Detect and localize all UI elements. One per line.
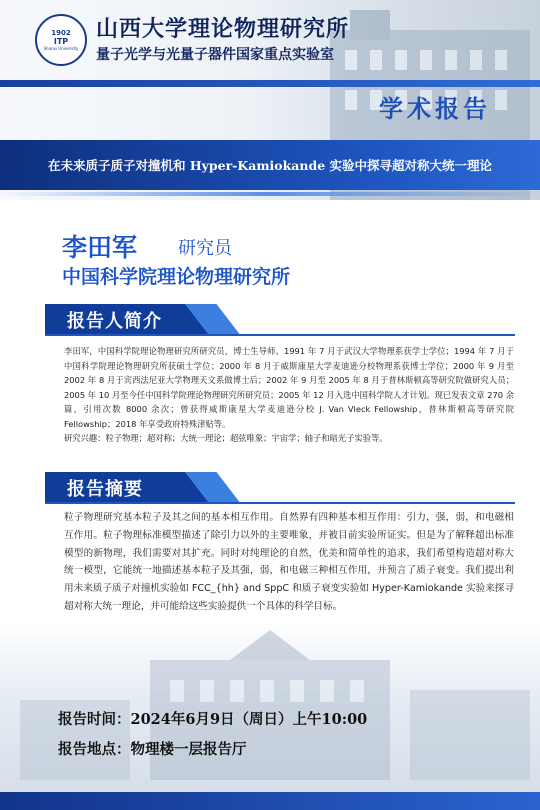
lab-name: 量子光学与光量子器件国家重点实验室 (96, 47, 334, 63)
poster-header (0, 0, 540, 200)
logo-year: 1902 (51, 29, 71, 37)
logo-abbr: ITP (53, 37, 69, 46)
logo-subtitle: Shanxi University (43, 46, 79, 51)
abstract-section-header (45, 472, 255, 504)
abstract-heading: 报告摘要 (67, 479, 143, 500)
institute-name: 山西大学理论物理研究所 (96, 16, 350, 42)
talk-title: 在未来质子质子对撞机和 Hyper-Kamiokande 实验中探寻超对称大统一理论 (47, 158, 493, 173)
abstract-divider (45, 502, 515, 504)
header-divider (0, 80, 540, 87)
speaker-organization: 中国科学院理论物理研究所 (62, 266, 291, 288)
event-place: 报告地点：物理楼一层报告厅 (58, 741, 247, 758)
abstract-text: 粒子物理研究基本粒子及其之间的基本相互作用。自然界有四种基本相互作用：引力，强，弱，和电磁相互作用。粒子物理标准模型描述了除引力以外的主要唯象，并被目前实验所证实。但是为了解释超出标准模型的新物理，我们需要对其扩充。同时对纯理论的自然，优美和简单性的追求，我们希望构造超对称大统一模型，它能统一地描述基本粒子及其强，弱，和电磁三种相互作用，并预言了质子衰变。我们提出利用未来质子质子对撞机实验如 FCC_{hh} and SppC 和质子衰变实验如 Hyper-Kamiokande 实验来探寻超对称大统一理论，并可能给这些实验提供一个具体的科学目标。 (64, 512, 514, 612)
bio-text: 李田军，中国科学院理论物理研究所研究员，博士生导师。1991 年 7 月于武汉大学物理系获学士学位；1994 年 7 月于中国科学院理论物理研究所获硕士学位；2000 年 8 月于威斯康星大学麦迪逊分校物理系获博士学位；2000 年 9 月至 2002 年 8 月于宾西法尼亚大学物理天文系做博士后；2002 年 9 月至 2005 年 8 月于普林斯顿高等研究院做研究人员；2005 年 10 月至今任中国科学院理论物理研究所研究员；2005 年 12 月入选中国科学院人才计划。现已发表文章 270 余篇，引用次数 8000 余次；曾获得威斯康星大学麦迪逊分校 J. Van Vleck Fellowship，普林斯顿高等研究院 Fellowship；2018 年享受政府特殊津贴等。 研究兴趣：粒子物理；超对称；大统一理论；超弦唯象；宇宙学；轴子和暗光子实验等。 (64, 346, 514, 443)
speaker-title: 研究员 (178, 238, 232, 259)
footer-strip (0, 792, 540, 810)
bio-heading: 报告人简介 (67, 311, 162, 332)
bio-section-header (45, 304, 255, 336)
speaker-name: 李田军 (62, 233, 138, 262)
bio-divider (45, 334, 515, 336)
university-logo (35, 14, 87, 66)
talk-title-band (0, 140, 540, 190)
event-time: 报告时间：2024年6月9日（周日）上午10:00 (58, 711, 368, 728)
report-tag: 学术报告 (379, 93, 491, 123)
